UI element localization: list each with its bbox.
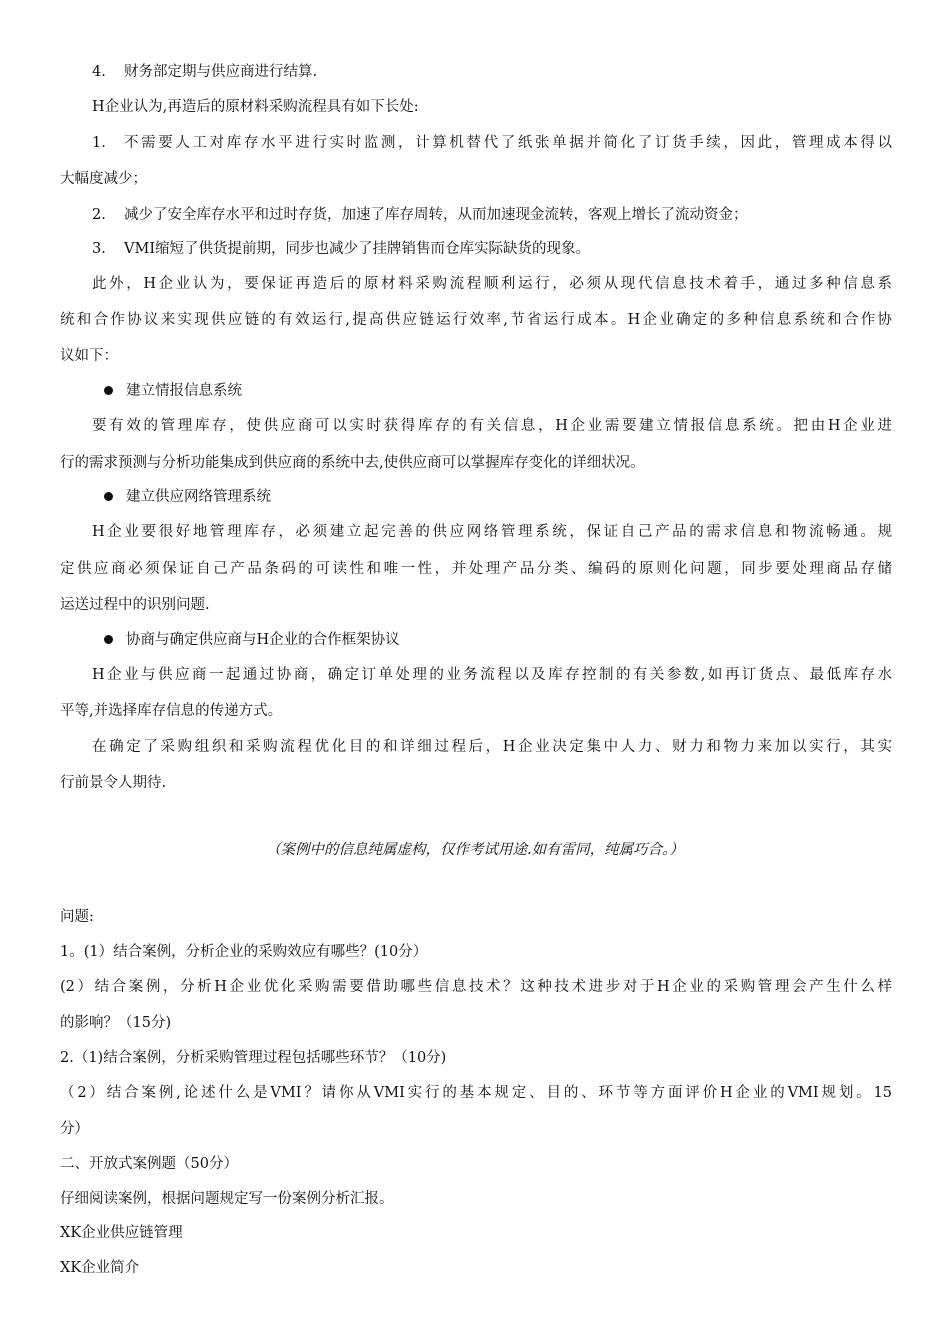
paragraph-text: H企业要很好地管理库存，必须建立起完善的供应网络管理系统，保证自己产品的需求信息和物流畅通。规	[92, 524, 892, 540]
paragraph-text: 平等,并选择库存信息的传递方式。	[60, 703, 283, 719]
question-text: 分）	[60, 1121, 89, 1137]
bullet-heading: 建立情报信息系统	[126, 383, 242, 399]
question-text: 2.（1)结合案例，分析采购管理过程包括哪些环节？（10分)	[60, 1050, 447, 1066]
bullet-icon	[104, 492, 113, 501]
list-number: 4.	[92, 64, 106, 80]
instruction-text: 仔细阅读案例，根据问题规定写一份案例分析汇报。	[60, 1191, 394, 1207]
question-text: 的影响？（15分)	[60, 1015, 172, 1031]
paragraph-text: 行的需求预测与分析功能集成到供应商的系统中去,使供应商可以掌握库存变化的详细状况。	[60, 455, 645, 471]
list-number: 3.	[92, 241, 106, 257]
bullet-heading: 协商与确定供应商与H企业的合作框架协议	[126, 632, 400, 648]
question-text: 1。(1）结合案例，分析企业的采购效应有哪些？(10分）	[60, 944, 428, 960]
list-number: 1.	[92, 135, 106, 151]
paragraph-text: H企业与供应商一起通过协商，确定订单处理的业务流程以及库存控制的有关参数,如再订货点、最低库存水	[92, 667, 892, 683]
paragraph-text: 定供应商必须保证自己产品条码的可读性和唯一性，并处理产品分类、编码的原则化问题，同步要处理商品存储	[60, 561, 892, 577]
question-text: （2）结合案例,论述什么是VMI？请你从VMI实行的基本规定、目的、环节等方面评价H企业的VMI规划。15	[60, 1085, 892, 1101]
bullet-heading: 建立供应网络管理系统	[126, 489, 271, 505]
paragraph-text: 要有效的管理库存，使供应商可以实时获得库存的有关信息，H企业需要建立情报信息系统。把由H企业进	[92, 418, 892, 434]
disclaimer-text: （案例中的信息纯属虚构，仅作考试用途.如有雷同，纯属巧合。）	[266, 842, 684, 858]
bullet-icon	[104, 386, 113, 395]
paragraph-text: 行前景令人期待.	[60, 775, 167, 791]
questions-label: 问题:	[60, 909, 94, 925]
bullet-icon	[104, 635, 113, 644]
list-item-text: 财务部定期与供应商进行结算.	[124, 64, 318, 80]
paragraph-text: 在确定了采购组织和采购流程优化目的和详细过程后，H企业决定集中人力、财力和物力来加以实行，其实	[92, 739, 892, 755]
question-text: (2）结合案例，分析H企业优化采购需要借助哪些信息技术？这种技术进步对于H企业的采购管理会产生什么样	[60, 979, 892, 995]
paragraph-text: 运送过程中的识别问题.	[60, 597, 210, 613]
section-heading: 二、开放式案例题（50分）	[60, 1156, 238, 1172]
list-number: 2.	[92, 207, 106, 223]
paragraph-text: 议如下：	[60, 348, 118, 364]
paragraph-text: H企业认为,再造后的原材料采购流程具有如下长处:	[92, 99, 419, 115]
list-item-text: 大幅度减少；	[60, 171, 147, 187]
case-subtitle: XK企业简介	[60, 1260, 140, 1276]
list-item-text: VMI缩短了供货提前期，同步也减少了挂牌销售而仓库实际缺货的现象。	[124, 241, 591, 257]
paragraph-text: 统和合作协议来实现供应链的有效运行,提高供应链运行效率,节省运行成本。H企业确定的多种信息系统和合作协	[60, 312, 892, 328]
list-item-text: 减少了安全库存水平和过时存货，加速了库存周转，从而加速现金流转，客观上增长了流动资金；	[124, 207, 748, 223]
case-title: XK企业供应链管理	[60, 1225, 183, 1241]
list-item-text: 不需要人工对库存水平进行实时监测，计算机替代了纸张单据并简化了订货手续，因此，管理成本得以	[124, 135, 892, 151]
paragraph-text: 此外，H企业认为，要保证再造后的原材料采购流程顺利运行，必须从现代信息技术着手，通过多种信息系	[92, 276, 892, 292]
